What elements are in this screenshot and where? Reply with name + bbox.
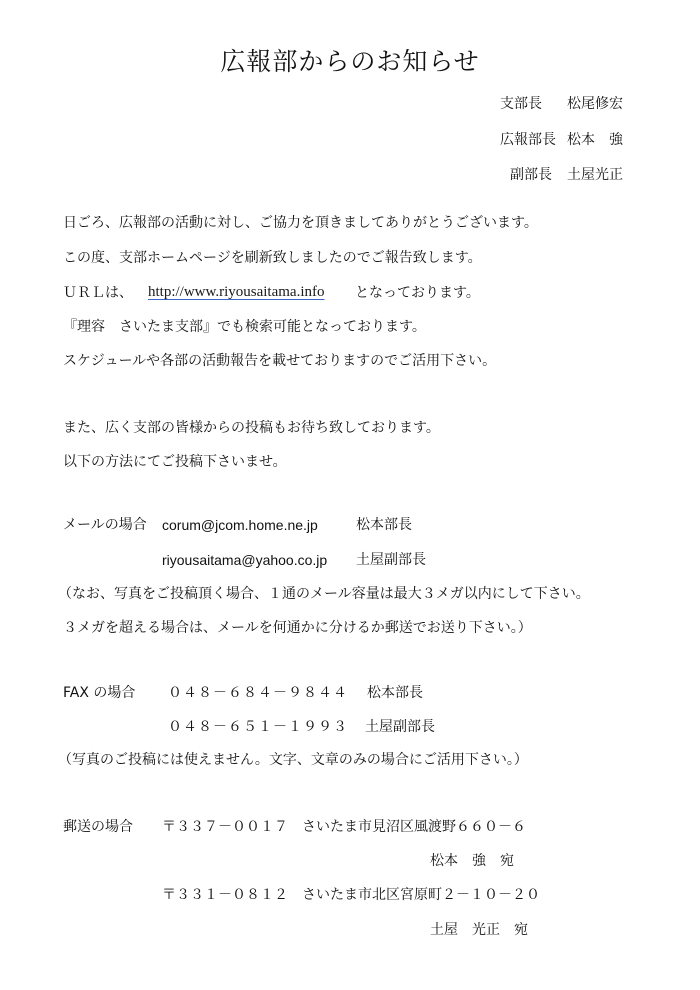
post-address-tsuchiya: 〒３３１－０８１２ さいたま市北区宮原町２－１０－２０ [162, 887, 540, 903]
signatory-name-branch-chief: 松尾修宏 [567, 96, 623, 112]
mail-person-tsuchiya: 土屋副部長 [356, 552, 426, 568]
post-recipient-matsumoto: 松本 強 宛 [430, 853, 514, 869]
posting-line-1: また、広く支部の皆様からの投稿もお待ち致しております。 [63, 420, 440, 436]
post-address-matsumoto: 〒３３７－００１７ さいたま市見沼区風渡野６６０－６ [162, 819, 526, 835]
signatory-role-pr-chief: 広報部長 [500, 132, 556, 148]
fax-number-tsuchiya: ０４８－６５１－１９９３ [168, 719, 348, 735]
mail-note-line-1: （なお、写真をご投稿頂く場合、１通のメール容量は最大３メガ以内にして下さい。 [58, 586, 590, 602]
notice-title: 広報部からのお知らせ [220, 47, 480, 76]
fax-note: （写真のご投稿には使えません。文字、文章のみの場合にご活用下さい。） [58, 752, 528, 768]
signatory-role-branch-chief: 支部長 [500, 96, 542, 112]
intro-url-suffix: となっております。 [355, 285, 480, 301]
intro-url-label: ＵＲＬは、 [63, 285, 133, 301]
posting-line-2: 以下の方法にてご投稿下さいませ。 [63, 454, 287, 470]
mail-section-label: メールの場合 [63, 517, 147, 533]
intro-line-2: この度、支部ホームページを刷新致しましたのでご報告致します。 [63, 250, 482, 266]
post-section-label: 郵送の場合 [63, 819, 133, 835]
intro-line-1: 日ごろ、広報部の活動に対し、ご協力を頂きましてありがとうございます。 [63, 215, 538, 231]
post-recipient-tsuchiya: 土屋 光正 宛 [430, 922, 528, 938]
fax-number-matsumoto: ０４８－６８４－９８４４ [168, 685, 348, 701]
intro-line-4: 『理容 さいたま支部』でも検索可能となっております。 [63, 319, 426, 335]
homepage-url-link[interactable]: http://www.riyousaitama.info [148, 284, 325, 300]
signatory-name-vice-chief: 土屋光正 [567, 167, 623, 183]
intro-line-5: スケジュールや各部の活動報告を載せておりますのでご活用下さい。 [63, 353, 497, 369]
mail-person-matsumoto: 松本部長 [356, 517, 412, 533]
fax-person-matsumoto: 松本部長 [367, 685, 423, 701]
fax-person-tsuchiya: 土屋副部長 [365, 719, 435, 735]
mail-address-tsuchiya: riyousaitama@yahoo.co.jp [162, 552, 328, 568]
mail-address-matsumoto: corum@jcom.home.ne.jp [162, 517, 318, 533]
fax-section-label: FAX の場合 [63, 685, 136, 701]
mail-note-line-2: ３メガを超える場合は、メールを何通かに分けるか郵送でお送り下さい。） [63, 620, 532, 636]
signatory-role-vice-chief: 副部長 [510, 167, 552, 183]
signatory-name-pr-chief: 松本 強 [567, 132, 623, 148]
